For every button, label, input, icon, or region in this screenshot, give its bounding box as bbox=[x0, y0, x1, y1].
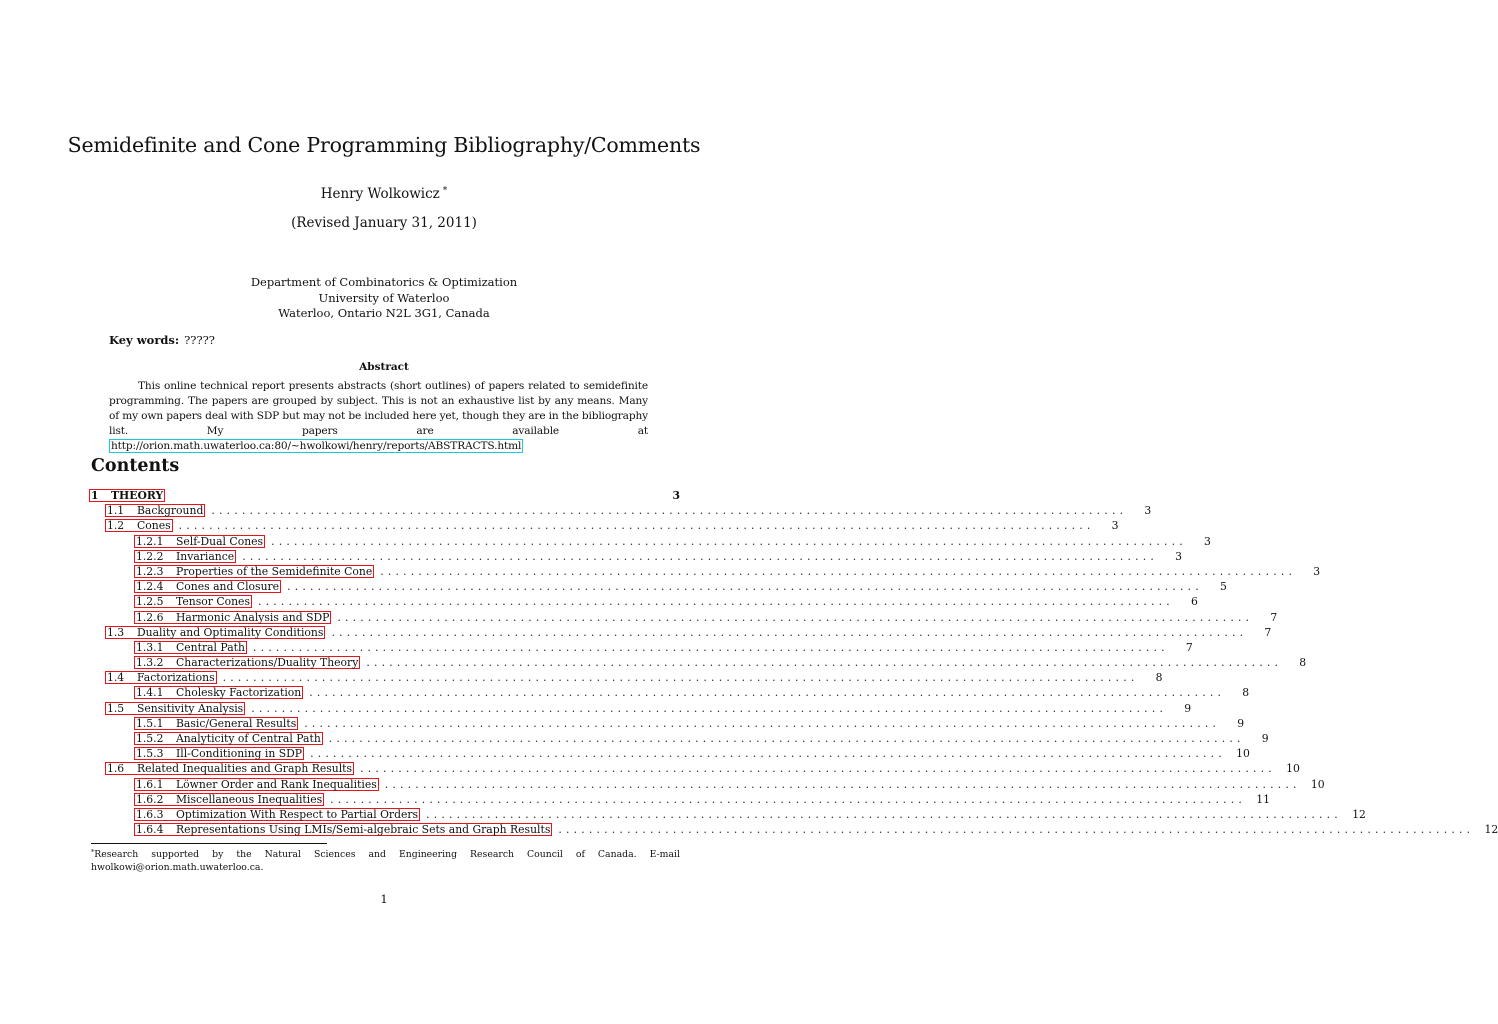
toc-entry-title: Analyticity of Central Path bbox=[176, 732, 321, 745]
toc-entry-link[interactable] bbox=[134, 611, 331, 624]
toc-entry bbox=[91, 518, 1119, 533]
toc-entry-page: 9 bbox=[1237, 716, 1245, 730]
toc-leader-dots: ........................................................................................................................ bbox=[309, 686, 1226, 700]
toc-leader-dots: ........................................................................................................................ bbox=[366, 656, 1283, 670]
toc-entry-page: 5 bbox=[1220, 580, 1227, 594]
toc-entry bbox=[91, 503, 1152, 518]
toc-entry-title: Background bbox=[137, 504, 204, 518]
toc-leader-dots: ........................................................................................................................ bbox=[558, 823, 1475, 837]
toc-leader-dots: ........................................................................................................................ bbox=[271, 534, 1187, 548]
toc-entry-title: Tensor Cones bbox=[176, 595, 250, 609]
toc-entry-page: 3 bbox=[1313, 564, 1321, 578]
affiliation bbox=[0, 275, 768, 322]
toc-leader-dots: ........................................................................................................................ bbox=[251, 701, 1168, 715]
toc-entry-page: 10 bbox=[1310, 777, 1325, 791]
toc-entry-link[interactable] bbox=[134, 656, 360, 669]
toc-entry bbox=[91, 777, 1325, 792]
toc-entry-link[interactable] bbox=[134, 565, 374, 578]
toc-leader-dots: ........................................................................................................................ bbox=[178, 519, 1095, 533]
toc-entry-page: 12 bbox=[1352, 807, 1366, 821]
toc-entry-page: 8 bbox=[1242, 686, 1250, 700]
toc-entry bbox=[91, 625, 1272, 640]
page-number: 1 bbox=[380, 892, 388, 906]
toc-entry-title: Harmonic Analysis and SDP bbox=[176, 610, 330, 624]
affiliation-line: University of Waterloo bbox=[318, 290, 450, 305]
keywords-value: ????? bbox=[184, 333, 215, 347]
toc-entry-title: Cones and Closure bbox=[176, 580, 280, 594]
toc-entry-number: 1.6.3 bbox=[136, 807, 164, 821]
toc-entry bbox=[91, 822, 1498, 837]
toc-entry-link[interactable] bbox=[134, 580, 281, 593]
keywords-label: Key words: bbox=[109, 333, 180, 347]
toc-entry-title: Duality and Optimality Conditions bbox=[137, 625, 324, 639]
toc-entry-link[interactable] bbox=[105, 671, 217, 684]
toc-entry bbox=[91, 549, 1183, 564]
toc-entry-title: Factorizations bbox=[137, 671, 215, 685]
toc-entry-page: 10 bbox=[1286, 762, 1300, 776]
toc-entry-title: Miscellaneous Inequalities bbox=[176, 792, 323, 806]
toc-entry-number: 1.4 bbox=[107, 671, 125, 685]
toc-entry bbox=[91, 701, 1192, 716]
toc-leader-dots: ........................................................................................................................ bbox=[330, 792, 1246, 806]
toc-entry-number: 1.6.2 bbox=[136, 792, 164, 806]
toc-entry bbox=[91, 670, 1163, 685]
toc-entry bbox=[91, 564, 1321, 579]
toc-entry-number: 1.2 bbox=[107, 519, 125, 533]
toc-entry-number: 1.3.2 bbox=[136, 656, 164, 670]
toc-leader-dots: ........................................................................................................................ bbox=[426, 807, 1342, 821]
toc-leader-dots: ........................................................................................................................ bbox=[222, 671, 1139, 685]
abstract-text: This online technical report presents abstracts (short outlines) of papers related to semidefinite programming. The papers are grouped by subject. This is not an exhaustive list by any means. Many of my own papers deal with SDP but may not be included here yet, though they are in the bibliography list. My papers are available at bbox=[109, 380, 648, 437]
toc-entry-page: 12 bbox=[1484, 823, 1498, 837]
toc-entry-page: 6 bbox=[1190, 595, 1198, 609]
toc-leader-dots: ........................................................................................................................ bbox=[328, 732, 1245, 745]
footnote bbox=[91, 846, 680, 874]
toc-entry-number: 1.2.1 bbox=[136, 534, 164, 548]
toc-entry-title: Self-Dual Cones bbox=[176, 534, 264, 548]
footnote-line1: Research supported by the Natural Sciences and Engineering Research Council of Canada. E-mail bbox=[94, 849, 680, 860]
author-name: Henry Wolkowicz bbox=[320, 186, 440, 202]
toc-entry bbox=[91, 807, 1366, 822]
toc-entry bbox=[91, 488, 680, 503]
affiliation-line: Waterloo, Ontario N2L 3G1, Canada bbox=[278, 306, 490, 320]
abstract-body bbox=[109, 379, 648, 454]
toc-entry-page: 11 bbox=[1256, 792, 1270, 806]
toc-entry-link[interactable] bbox=[134, 595, 252, 608]
author-footnote-mark[interactable]: * bbox=[442, 186, 448, 196]
toc-entry-link[interactable] bbox=[105, 702, 245, 715]
toc-entry-number: 1.1 bbox=[107, 504, 125, 518]
toc-entry-title: Characterizations/Duality Theory bbox=[176, 656, 359, 670]
toc-entry-number: 1.4.1 bbox=[136, 686, 164, 700]
toc-entry-title: Cholesky Factorization bbox=[176, 686, 302, 700]
toc-entry-link[interactable] bbox=[105, 626, 325, 639]
toc-entry-number: 1.3 bbox=[107, 625, 125, 639]
toc-entry bbox=[91, 594, 1198, 609]
toc-entry-link[interactable] bbox=[134, 535, 265, 548]
toc-leader-dots: ........................................................................................................................ bbox=[380, 564, 1297, 578]
toc-entry-link[interactable] bbox=[134, 717, 298, 730]
toc-entry-number: 1.2.3 bbox=[136, 564, 164, 578]
toc-entry-number: 1.5.1 bbox=[136, 716, 164, 730]
toc-entry-page: 10 bbox=[1236, 747, 1250, 761]
toc-entry-page: 9 bbox=[1261, 732, 1269, 745]
toc-entry-title: Invariance bbox=[176, 549, 235, 563]
table-of-contents bbox=[91, 488, 1498, 837]
toc-entry-title: Related Inequalities and Graph Results bbox=[137, 762, 353, 776]
toc-entry-title: Cones bbox=[137, 519, 171, 533]
toc-leader-dots: ........................................................................................................................ bbox=[258, 595, 1174, 609]
toc-leader-dots: ........................................................................................................................ bbox=[310, 747, 1226, 761]
toc-entry-number: 1.2.5 bbox=[136, 595, 164, 609]
toc-entry-link[interactable] bbox=[105, 519, 173, 532]
toc-entry-number: 1.5.3 bbox=[136, 747, 164, 761]
toc-leader-dots: ........................................................................................................................ bbox=[211, 504, 1128, 518]
affiliation-line: Department of Combinatorics & Optimization bbox=[250, 275, 518, 289]
toc-entry-link[interactable] bbox=[89, 489, 165, 502]
toc-entry-link[interactable] bbox=[134, 732, 323, 745]
toc-entry-page: 8 bbox=[1299, 656, 1307, 670]
footnote-rule bbox=[91, 843, 327, 844]
toc-entry-page: 3 bbox=[1175, 549, 1183, 563]
toc-entry-link[interactable] bbox=[105, 504, 205, 517]
toc-entry-title: THEORY bbox=[111, 489, 164, 502]
toc-entry-link[interactable] bbox=[134, 747, 304, 760]
toc-entry-link[interactable] bbox=[134, 793, 324, 806]
toc-entry-title: Central Path bbox=[176, 640, 245, 654]
toc-leader-dots: ........................................................................................................................ bbox=[242, 549, 1159, 563]
author-line bbox=[0, 186, 768, 202]
abstract-url-link[interactable]: http://orion.math.uwaterloo.ca:80/~hwolkowi/henry/reports/ABSTRACTS.html bbox=[111, 440, 522, 452]
toc-entry bbox=[91, 761, 1300, 776]
toc-entry-title: Basic/General Results bbox=[176, 716, 297, 730]
toc-entry-title: Sensitivity Analysis bbox=[137, 701, 244, 715]
toc-entry-page: 3 bbox=[1204, 534, 1211, 548]
toc-entry bbox=[91, 640, 1193, 655]
toc-leader-dots: ........................................................................................................................ bbox=[252, 640, 1169, 654]
toc-entry-page: 7 bbox=[1264, 625, 1272, 639]
toc-entry-page: 9 bbox=[1184, 701, 1192, 715]
toc-entry bbox=[91, 685, 1250, 700]
toc-entry-number: 1.5.2 bbox=[136, 732, 164, 745]
toc-entry-page: 3 bbox=[1144, 504, 1152, 518]
toc-entry bbox=[91, 534, 1211, 549]
toc-entry-number: 1.2.2 bbox=[136, 549, 164, 563]
toc-entry-title: Löwner Order and Rank Inequalities bbox=[176, 777, 377, 791]
toc-entry-link[interactable] bbox=[134, 778, 379, 791]
toc-entry-link[interactable] bbox=[134, 823, 552, 836]
toc-entry-page: 3 bbox=[1111, 519, 1119, 533]
toc-entry bbox=[91, 792, 1270, 807]
toc-entry-title: Representations Using LMIs/Semi-algebraic Sets and Graph Results bbox=[176, 823, 551, 837]
toc-entry-number: 1.2.4 bbox=[136, 580, 164, 594]
toc-leader-dots: ........................................................................................................................ bbox=[384, 777, 1301, 791]
toc-entry-page: 7 bbox=[1185, 640, 1193, 654]
toc-entry-link[interactable] bbox=[134, 686, 303, 699]
toc-entry bbox=[91, 610, 1278, 625]
toc-leader-dots: ........................................................................................................................ bbox=[287, 580, 1203, 594]
footnote-email[interactable]: hwolkowi@orion.math.uwaterloo.ca. bbox=[91, 862, 264, 873]
toc-entry bbox=[91, 579, 1227, 594]
toc-entry bbox=[91, 716, 1245, 731]
toc-entry-number: 1.2.6 bbox=[136, 610, 164, 624]
toc-entry-number: 1.6 bbox=[107, 762, 125, 776]
paper-title: Semidefinite and Cone Programming Bibliography/Comments bbox=[67, 133, 701, 157]
toc-entry bbox=[91, 731, 1269, 746]
toc-leader-dots: ........................................................................................................................ bbox=[360, 762, 1276, 776]
toc-entry bbox=[91, 655, 1307, 670]
toc-entry-page: 8 bbox=[1155, 671, 1163, 685]
revision-date: (Revised January 31, 2011) bbox=[291, 215, 477, 231]
toc-leader-dots: ........................................................................................................................ bbox=[337, 610, 1254, 624]
toc-entry-link[interactable] bbox=[134, 641, 247, 654]
footnote-mark: * bbox=[91, 848, 95, 856]
contents-heading: Contents bbox=[91, 456, 180, 476]
toc-entry-number: 1.5 bbox=[107, 701, 125, 715]
toc-entry bbox=[91, 746, 1250, 761]
toc-entry-page: 7 bbox=[1270, 610, 1278, 624]
toc-leader-dots: ........................................................................................................................ bbox=[331, 625, 1248, 639]
toc-entry-page: 3 bbox=[672, 489, 680, 502]
toc-entry-link[interactable] bbox=[134, 550, 236, 563]
toc-entry-link[interactable] bbox=[105, 762, 354, 775]
toc-entry-title: Properties of the Semidefinite Cone bbox=[176, 564, 373, 578]
toc-entry-number: 1 bbox=[91, 489, 99, 502]
toc-entry-number: 1.6.4 bbox=[136, 823, 164, 837]
toc-entry-number: 1.6.1 bbox=[136, 777, 164, 791]
toc-entry-title: Optimization With Respect to Partial Orders bbox=[176, 807, 419, 821]
toc-entry-title: Ill-Conditioning in SDP bbox=[176, 747, 303, 761]
toc-entry-link[interactable] bbox=[134, 808, 420, 821]
toc-leader-dots: ........................................................................................................................ bbox=[304, 716, 1221, 730]
abstract-heading: Abstract bbox=[359, 361, 409, 373]
keywords bbox=[109, 333, 215, 347]
toc-entry-number: 1.3.1 bbox=[136, 640, 164, 654]
